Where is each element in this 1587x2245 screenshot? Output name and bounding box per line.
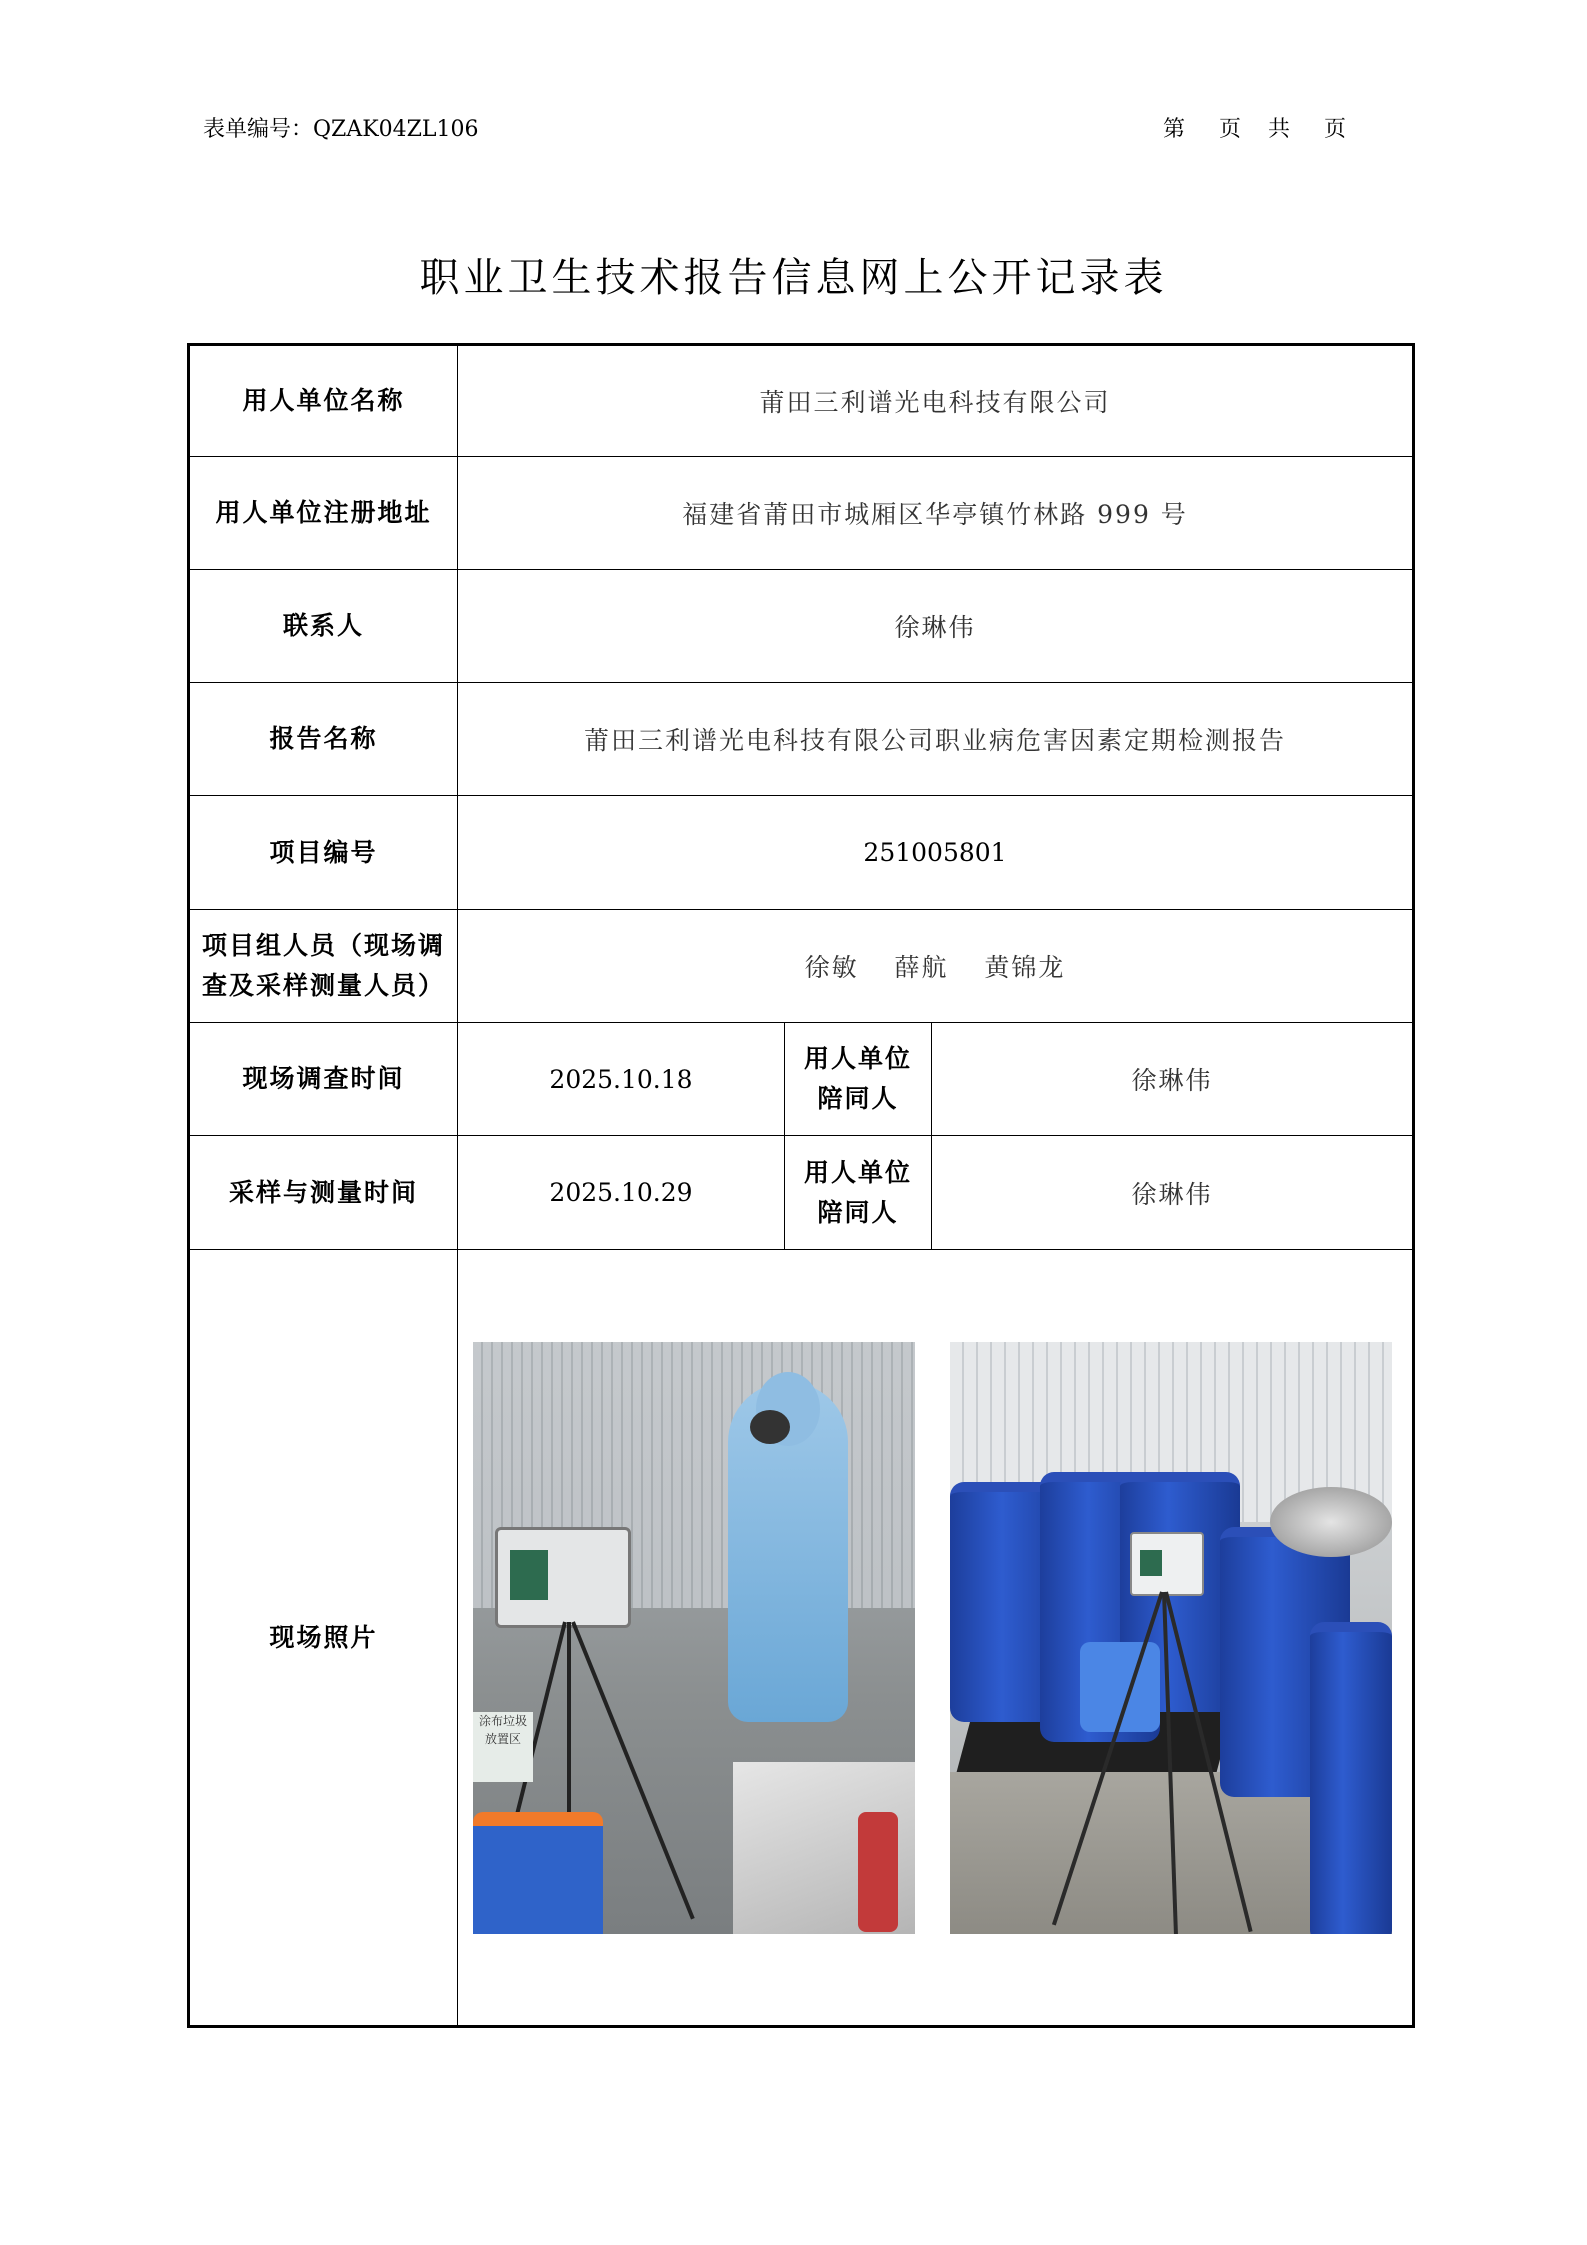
- site-photo-2: [950, 1342, 1392, 1934]
- sampling-date: 2025.10.29: [458, 1136, 785, 1250]
- employer-name-label: 用人单位名称: [189, 345, 458, 457]
- survey-date: 2025.10.18: [458, 1023, 785, 1136]
- row-sampling: [189, 1136, 1414, 1250]
- report-name-label: 报告名称: [189, 683, 458, 796]
- page-ye-gong: 页 共: [1219, 117, 1291, 142]
- survey-companion: 徐琳伟: [932, 1023, 1414, 1136]
- row-report-name: [189, 683, 1414, 796]
- project-no-label: 项目编号: [189, 796, 458, 910]
- employer-address-label: 用人单位注册地址: [189, 457, 458, 570]
- survey-companion-label: [785, 1023, 932, 1136]
- photo-gallery: [458, 1342, 1412, 1934]
- team-value: 徐敏 薛航 黄锦龙: [458, 910, 1414, 1023]
- sampling-time-label: 采样与测量时间: [189, 1136, 458, 1250]
- sampling-companion-label-2: 陪同人: [817, 1197, 899, 1227]
- sampling-device: [495, 1527, 631, 1628]
- site-photo-1: [473, 1342, 915, 1934]
- report-name-value: 莆田三利谱光电科技有限公司职业病危害因素定期检测报告: [458, 683, 1414, 796]
- survey-companion-label-2: 陪同人: [817, 1084, 899, 1113]
- tripod-2: [1160, 1592, 1164, 1932]
- survey-time-label: 现场调查时间: [189, 1023, 458, 1136]
- record-table: [187, 343, 1415, 2028]
- team-label-line1: 项目组人员（现场调: [201, 931, 445, 960]
- row-contact: [189, 570, 1414, 683]
- contact-label: 联系人: [189, 570, 458, 683]
- photos-label: 现场照片: [189, 1250, 458, 2027]
- team-label: [189, 910, 458, 1023]
- survey-companion-label-1: 用人单位: [803, 1044, 912, 1073]
- row-project-no: [189, 796, 1414, 910]
- sampling-companion-label-1: 用人单位: [803, 1157, 912, 1187]
- page-number: [1163, 112, 1346, 143]
- row-employer-address: [189, 457, 1414, 570]
- row-survey: [189, 1023, 1414, 1136]
- project-no-value: 251005801: [458, 796, 1414, 910]
- page-di: 第: [1163, 117, 1186, 142]
- area-sign: 涂布垃圾 放置区: [473, 1712, 533, 1782]
- team-label-line2: 查及采样测量人员）: [201, 971, 445, 1000]
- form-number: 表单编号：QZAK04ZL106: [203, 117, 479, 142]
- photos-cell: [458, 1250, 1414, 2027]
- document-title: 职业卫生技术报告信息网上公开记录表: [419, 255, 1168, 301]
- row-team: [189, 910, 1414, 1023]
- sampling-companion-label: [785, 1136, 932, 1250]
- contact-value: 徐琳伟: [458, 570, 1414, 683]
- employer-name-value: 莆田三利谱光电科技有限公司: [458, 345, 1414, 457]
- sampling-companion: 徐琳伟: [932, 1136, 1414, 1250]
- page-ye: 页: [1324, 117, 1347, 142]
- sampling-device-2: [1130, 1532, 1204, 1596]
- employer-address-value: 福建省莆田市城厢区华亭镇竹林路 999 号: [458, 457, 1414, 570]
- row-employer-name: [189, 345, 1414, 457]
- row-photos: [189, 1250, 1414, 2027]
